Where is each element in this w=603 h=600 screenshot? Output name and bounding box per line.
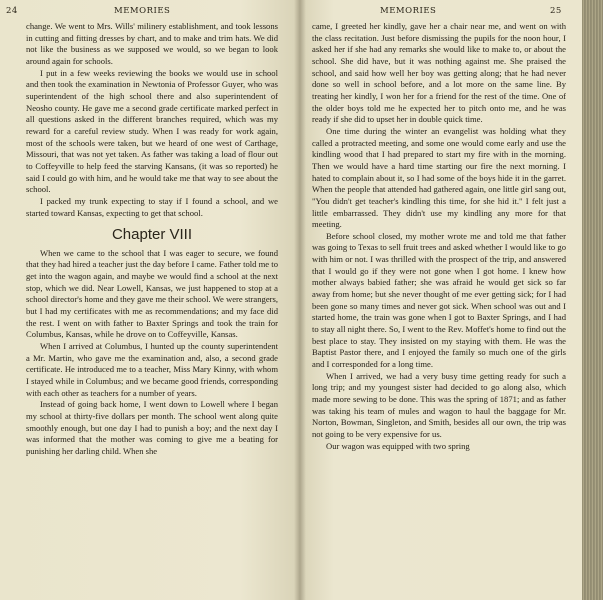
book-gutter	[294, 0, 306, 600]
paragraph: One time during the winter an evangelist was holding what they called a protracted meeting, and some one would come early and use the kindling wood that I had prepared to start my fire with in the morning. Then we would have a hard time starting our fire the next morning. I hated to complain about it, so I had some of the boys hide it in the garret. When the people that attended had gathered again, one little girl sang out, "You didn't get teacher's kindling this time, for she hid it." I felt just a little embarrassed. They didn't use my kindling any more for that meeting.	[312, 125, 566, 230]
paragraph: Instead of going back home, I went down to Lowell where I began my school at thirty-five dollars per month. The school went along quite smoothly enough, but one day I had to punish a boy; and the next day I was informed that the mother was coming to give me a beating for punishing her darling child. When she	[26, 399, 278, 456]
paragraph: came, I greeted her kindly, gave her a chair near me, and went on with the class recitation. Just before dismissing the pupils for the noon hour, I asked her if she had any remarks she would like to make to, or about the school. She did have, but it was nothing against me. She praised the school, and said how well her boy was getting along; that he had never done so well in school before, and a lot more on the same line. By treating her kindly, I won her for a friend for the rest of the time. One of the older boys told me he expected her to pitch onto me, and he was ready if she did to upset her in double quick time.	[312, 21, 566, 125]
paragraph: Our wagon was equipped with two spring	[326, 440, 470, 451]
page-number: 25	[550, 6, 562, 16]
paragraph: When I arrived at Columbus, I hunted up the county superintendent a Mr. Martin, who gave me the examination and, also, a second grade certificate. He introduced me to a teacher, Miss Mary Kinny, with whom I stayed while in Columbus; and we became good friends, corresponding with each other as teachers for a number of years.	[26, 341, 278, 398]
left-page	[0, 0, 300, 600]
right-page	[300, 0, 582, 600]
running-head: MEMORIES	[380, 6, 437, 16]
page-edges	[582, 0, 603, 600]
paragraph: change. We went to Mrs. Wills' milinery establishment, and took lessons in cutting and fitting dresses by chart, and to make and trim hats. We did not like the business as we supposed we would, so we began to look around again for schools.	[26, 21, 278, 66]
chapter-heading: Chapter VIII	[111, 226, 193, 244]
paragraph: When we came to the school that I was eager to secure, we found that they had hired a teacher just the day before I came. Father told me to get into the wagon again, and maybe we would find a school at the next stop, which we did. Near Lowell, Kansas, we just happened to stop at a school director's home and they gave me their school. We were strangers, but I had my certificates with me as recommendations; and my face did the rest. I went on with father to Baxter Springs and took the train for Columbus, Kansas, while he drove on to Coffeyville, Kansas.	[26, 247, 278, 340]
paragraph: I put in a few weeks reviewing the books we would use in school and then took the examination in Newtonia of Professor Guyer, who was superintendent of the high school there and also superintendent of Neosho county. He gave me a second grade certificate marked perfect in all questions asked in the different branches required, which was my reward for a careful review study. When I was ready for work again, most of the schools were taken, but we heard of one west of Carthage, Missouri, that was not yet taken. As father was taking a load of flour out to Coffeyville to help feed the starving Kansans, (it was so reported) he said I could go with him, and he would take me that way to see about the school.	[26, 67, 278, 195]
paragraph: When I arrived, we had a very busy time getting ready for such a long trip; and my youngest sister had decided to go along also, which made more sewing to be done. This was the spring of 1871; and as father was taking his team of mules and wagon to haul the baggage for Mr. Norton, Bowman, Singleton, and Smith, besides all our own, the trip was not going to be very expensive for us.	[312, 370, 566, 439]
running-head: MEMORIES	[114, 6, 171, 16]
paragraph: Before school closed, my mother wrote me and told me that father was going to Texas to sell fruit trees and asked whether I would like to go with him or not. I was thrilled with the prospect of the trip, and answered that I would go if they were not gone when I got home. I knew how mother always babied father; she was afraid he would get sick so far away from home; but she never thought of me ever getting sick; for I had been gone so many times and never got sick. When school was out and I started home, the train was gone when I got to Baxter Springs, and I had to stay all night there. So, I went to the Rev. Moffet's home to find out the best place to stay. They insisted on my staying with them. He was the Baptist Pastor there, and I enjoyed the family so much one of the girls and I corresponded for a long time.	[312, 230, 566, 370]
paragraph: I packed my trunk expecting to stay if I found a school, and we started toward Kansas, expecting to get that school.	[26, 195, 278, 218]
page-number: 24	[6, 6, 18, 16]
left-page-body	[26, 21, 278, 458]
right-page-body	[312, 21, 566, 452]
